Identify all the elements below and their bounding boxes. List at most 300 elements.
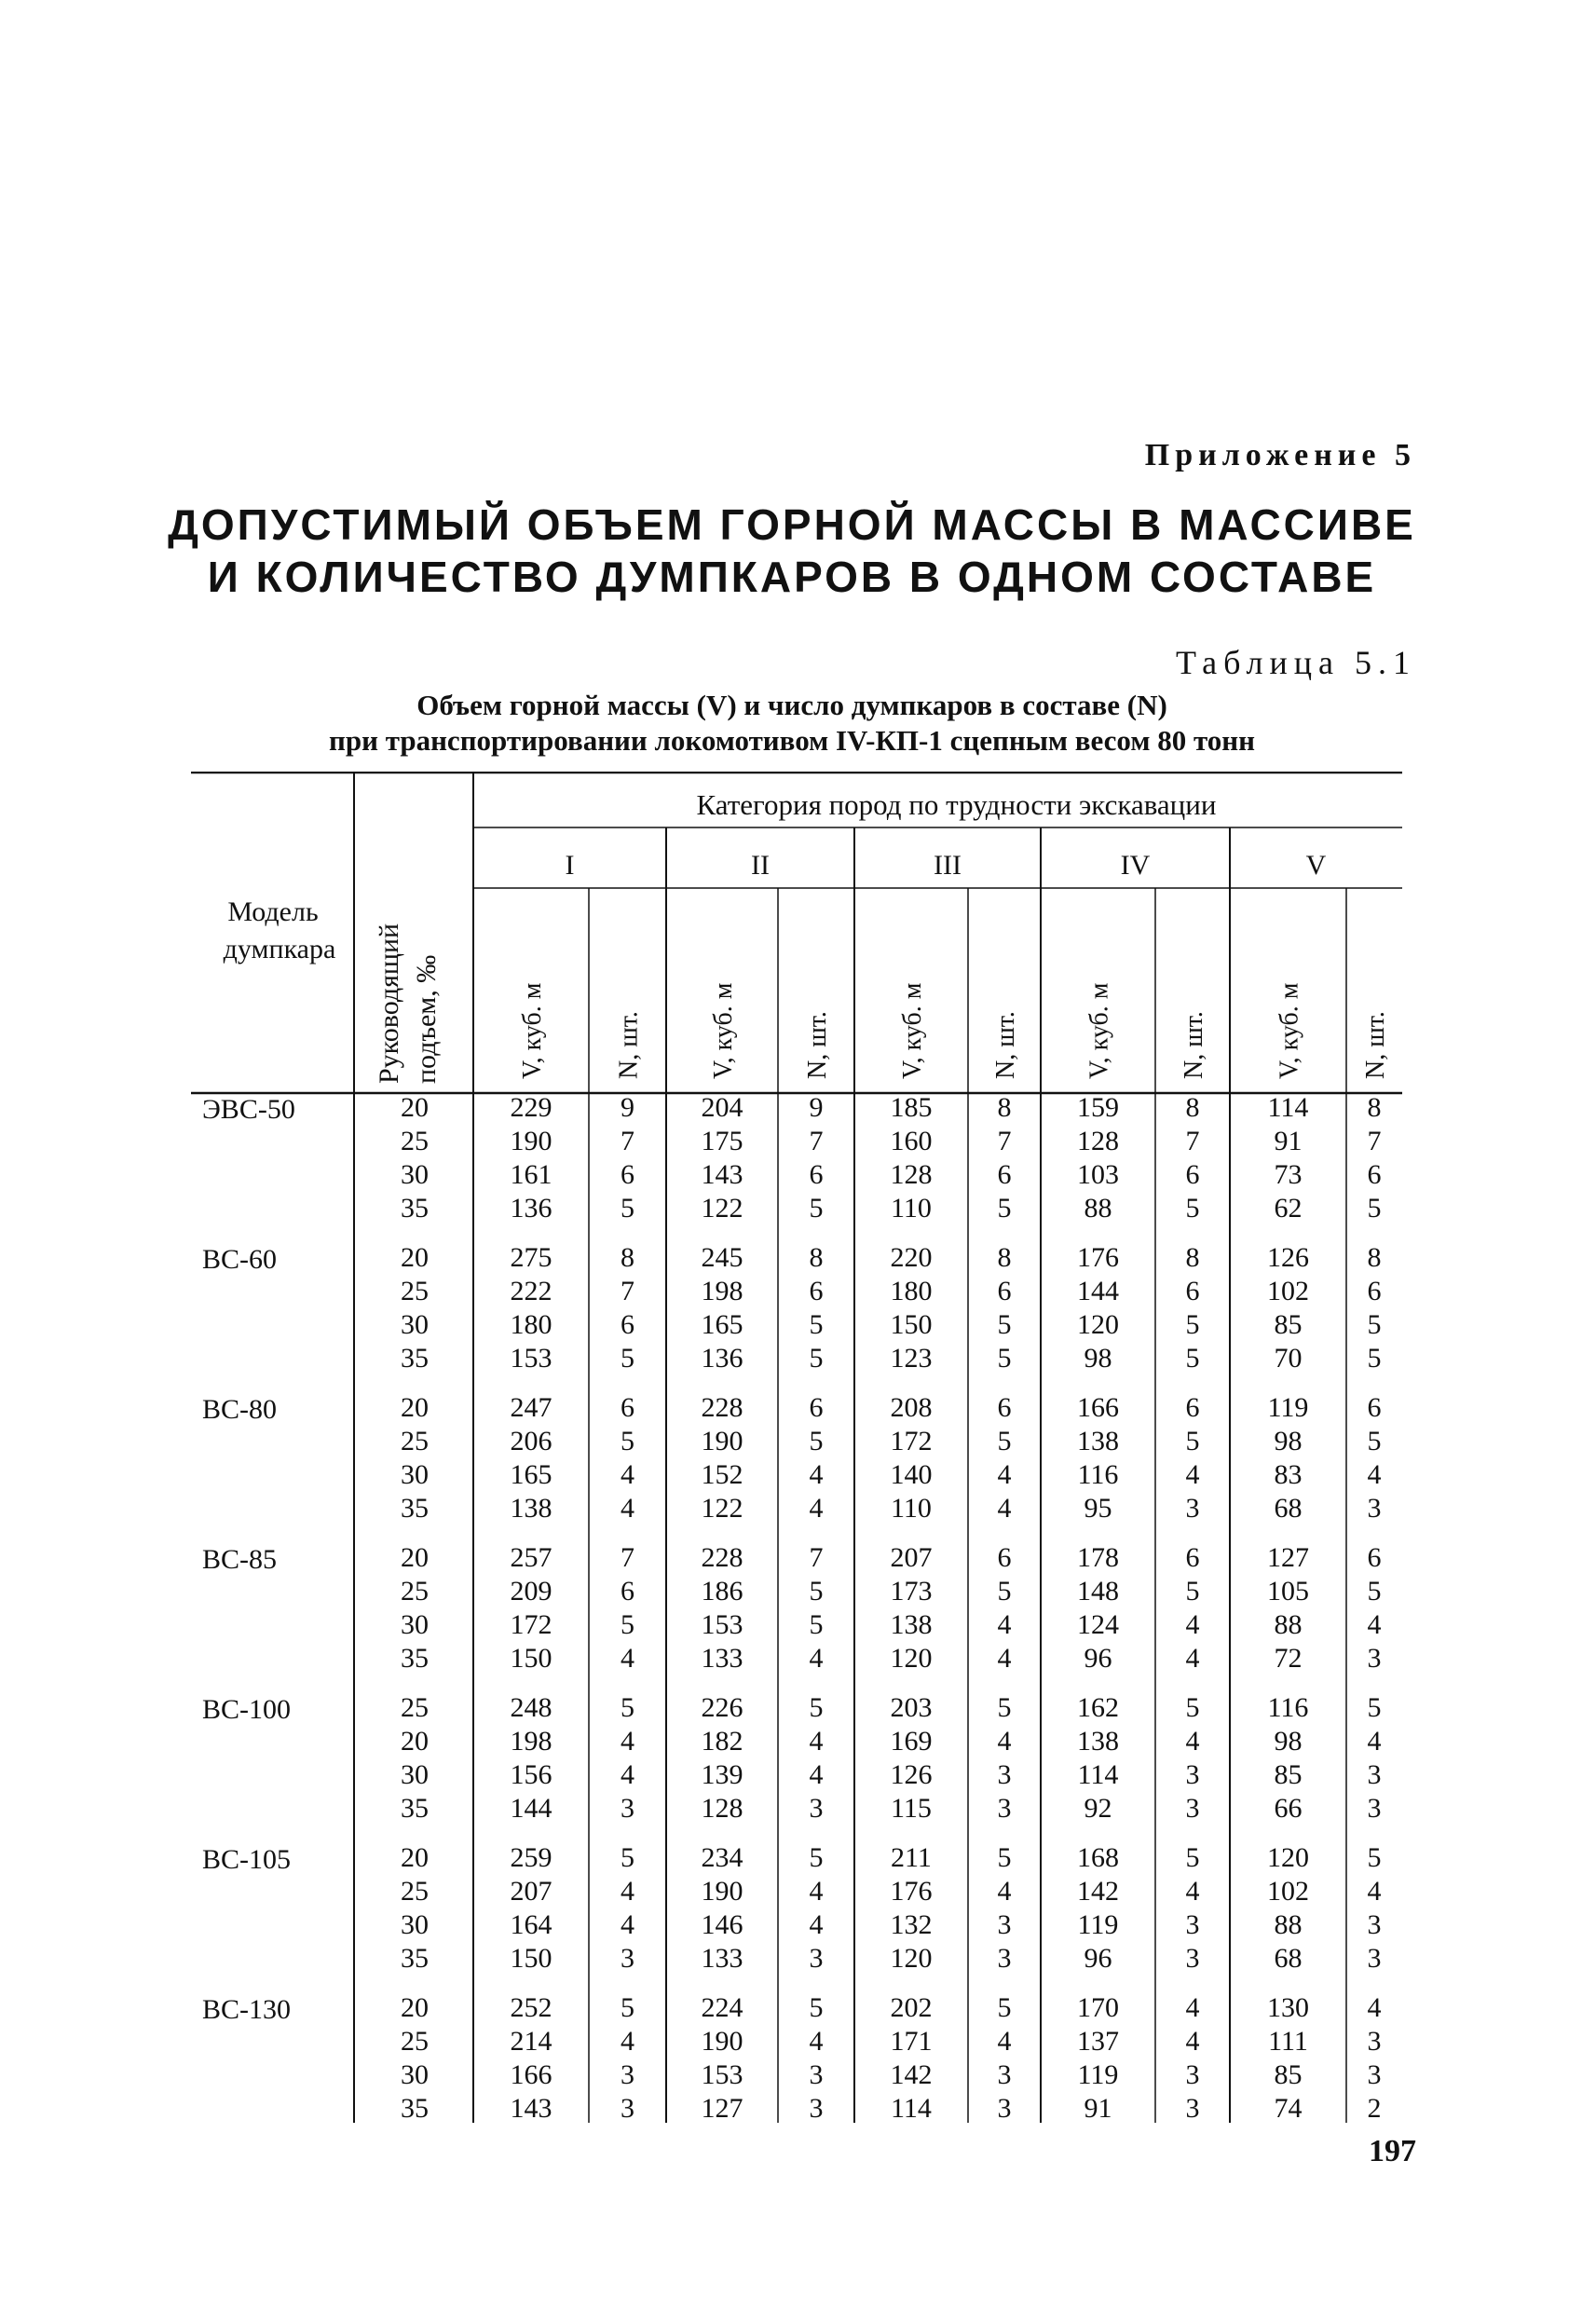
n-value-cell: 4 <box>621 1876 634 1907</box>
n-column-header-3: N, шт. <box>991 1011 1020 1079</box>
title-line-2: И КОЛИЧЕСТВО ДУМПКАРОВ В ОДНОМ СОСТАВЕ <box>207 553 1377 601</box>
v-column-header-1: V, куб. м <box>518 982 547 1079</box>
v-value-cell: 160 <box>890 1126 933 1156</box>
category-label-2: II <box>751 850 770 881</box>
grade-cell: 30 <box>401 1909 429 1940</box>
n-value-cell: 4 <box>621 2026 634 2057</box>
v-value-cell: 122 <box>701 1193 743 1224</box>
n-value-cell: 3 <box>1185 2059 1200 2090</box>
grade-cell: 35 <box>401 1643 429 1674</box>
v-value-cell: 172 <box>890 1426 933 1456</box>
category-label-5: V <box>1305 850 1327 881</box>
v-value-cell: 132 <box>890 1909 933 1940</box>
v-value-cell: 68 <box>1274 1943 1303 1974</box>
grade-cell: 20 <box>401 1392 429 1423</box>
n-value-cell: 4 <box>809 1643 824 1674</box>
n-value-cell: 3 <box>1367 1759 1382 1790</box>
n-value-cell: 4 <box>1367 1876 1382 1907</box>
v-value-cell: 252 <box>510 1992 552 2023</box>
n-value-cell: 6 <box>997 1392 1012 1423</box>
v-value-cell: 180 <box>510 1309 552 1340</box>
v-value-cell: 98 <box>1274 1426 1303 1456</box>
n-value-cell: 4 <box>621 1726 634 1757</box>
n-value-cell: 5 <box>1367 1576 1382 1607</box>
v-column-header-2: V, куб. м <box>709 982 738 1079</box>
grade-cell: 30 <box>401 1609 429 1640</box>
v-value-cell: 228 <box>701 1392 743 1423</box>
n-value-cell: 8 <box>809 1242 824 1273</box>
n-value-cell: 5 <box>1185 1842 1200 1873</box>
n-value-cell: 3 <box>997 1943 1012 1974</box>
v-value-cell: 165 <box>701 1309 743 1340</box>
n-value-cell: 4 <box>1185 1643 1200 1674</box>
n-value-cell: 3 <box>997 2059 1012 2090</box>
n-value-cell: 5 <box>1367 1309 1382 1340</box>
n-value-cell: 6 <box>1185 1159 1200 1190</box>
v-value-cell: 190 <box>701 1426 743 1456</box>
v-value-cell: 153 <box>510 1343 552 1374</box>
n-value-cell: 4 <box>1367 1726 1382 1757</box>
n-value-cell: 5 <box>1185 1193 1200 1224</box>
category-label-1: I <box>565 850 575 881</box>
header-category: Категория пород по трудности экскавации <box>696 788 1217 821</box>
grade-cell: 30 <box>401 1309 429 1340</box>
n-value-cell: 4 <box>809 2026 824 2057</box>
data-table <box>191 772 1402 2123</box>
v-value-cell: 85 <box>1274 1309 1303 1340</box>
n-value-cell: 5 <box>621 1992 634 2023</box>
v-value-cell: 173 <box>890 1576 933 1607</box>
v-value-cell: 148 <box>1077 1576 1119 1607</box>
n-value-cell: 6 <box>621 1576 634 1607</box>
v-value-cell: 88 <box>1084 1193 1112 1224</box>
n-column-header-5: N, шт. <box>1361 1011 1390 1079</box>
v-value-cell: 245 <box>701 1242 743 1273</box>
n-value-cell: 3 <box>1367 1943 1382 1974</box>
n-value-cell: 5 <box>621 1842 634 1873</box>
n-value-cell: 8 <box>1367 1242 1382 1273</box>
v-value-cell: 138 <box>510 1493 552 1524</box>
v-value-cell: 229 <box>510 1092 552 1123</box>
n-value-cell: 5 <box>809 1426 824 1456</box>
n-value-cell: 4 <box>997 1493 1012 1524</box>
v-value-cell: 115 <box>891 1793 932 1824</box>
v-value-cell: 119 <box>1267 1392 1309 1423</box>
grade-cell: 25 <box>401 1692 429 1723</box>
n-value-cell: 3 <box>621 2059 634 2090</box>
n-column-header-1: N, шт. <box>614 1011 644 1079</box>
grade-cell: 20 <box>401 1542 429 1573</box>
n-value-cell: 3 <box>809 2093 824 2123</box>
grade-cell: 30 <box>401 1459 429 1490</box>
n-value-cell: 6 <box>1367 1159 1382 1190</box>
n-value-cell: 3 <box>1185 1759 1200 1790</box>
n-value-cell: 5 <box>1367 1426 1382 1456</box>
n-value-cell: 6 <box>997 1276 1012 1306</box>
v-value-cell: 68 <box>1274 1493 1303 1524</box>
v-value-cell: 127 <box>701 2093 743 2123</box>
n-value-cell: 5 <box>1367 1842 1382 1873</box>
v-value-cell: 70 <box>1274 1343 1303 1374</box>
v-value-cell: 186 <box>701 1576 743 1607</box>
n-value-cell: 3 <box>997 2093 1012 2123</box>
n-value-cell: 7 <box>621 1126 634 1156</box>
v-value-cell: 73 <box>1274 1159 1303 1190</box>
v-value-cell: 161 <box>510 1159 552 1190</box>
v-value-cell: 198 <box>701 1276 743 1306</box>
grade-cell: 20 <box>401 1992 429 2023</box>
model-name: ВС-85 <box>202 1544 278 1575</box>
n-value-cell: 7 <box>809 1126 824 1156</box>
v-value-cell: 133 <box>701 1643 743 1674</box>
v-value-cell: 153 <box>701 2059 743 2090</box>
v-value-cell: 98 <box>1084 1343 1112 1374</box>
v-value-cell: 214 <box>510 2026 552 2057</box>
v-value-cell: 169 <box>890 1726 933 1757</box>
v-value-cell: 176 <box>1077 1242 1119 1273</box>
n-value-cell: 6 <box>1185 1392 1200 1423</box>
v-value-cell: 62 <box>1274 1193 1303 1224</box>
v-value-cell: 143 <box>510 2093 552 2123</box>
category-label-3: III <box>934 850 962 881</box>
v-value-cell: 153 <box>701 1609 743 1640</box>
v-value-cell: 102 <box>1267 1876 1309 1907</box>
n-value-cell: 4 <box>1185 1609 1200 1640</box>
n-value-cell: 5 <box>1367 1343 1382 1374</box>
v-value-cell: 228 <box>701 1542 743 1573</box>
n-value-cell: 5 <box>809 1609 824 1640</box>
n-value-cell: 5 <box>621 1692 634 1723</box>
v-value-cell: 190 <box>701 2026 743 2057</box>
v-value-cell: 95 <box>1084 1493 1112 1524</box>
n-value-cell: 5 <box>997 1692 1012 1723</box>
v-value-cell: 171 <box>890 2026 933 2057</box>
n-value-cell: 3 <box>1185 1493 1200 1524</box>
n-value-cell: 9 <box>621 1092 634 1123</box>
n-value-cell: 3 <box>997 1909 1012 1940</box>
v-value-cell: 207 <box>510 1876 552 1907</box>
n-value-cell: 3 <box>1367 2059 1382 2090</box>
v-value-cell: 150 <box>890 1309 933 1340</box>
v-value-cell: 166 <box>1077 1392 1119 1423</box>
n-value-cell: 4 <box>809 1459 824 1490</box>
n-value-cell: 5 <box>621 1193 634 1224</box>
v-value-cell: 259 <box>510 1842 552 1873</box>
n-value-cell: 4 <box>1367 1609 1382 1640</box>
n-value-cell: 9 <box>809 1092 824 1123</box>
v-value-cell: 247 <box>510 1392 552 1423</box>
model-name: ВС-105 <box>202 1844 292 1875</box>
v-value-cell: 185 <box>890 1092 933 1123</box>
caption-line-2: при транспортировании локомотивом IV-КП-1 сцепным весом 80 тонн <box>329 724 1255 757</box>
n-value-cell: 8 <box>1367 1092 1382 1123</box>
v-value-cell: 190 <box>510 1126 552 1156</box>
v-value-cell: 142 <box>1077 1876 1119 1907</box>
v-value-cell: 150 <box>510 1943 552 1974</box>
v-value-cell: 119 <box>1077 1909 1119 1940</box>
n-value-cell: 4 <box>997 1726 1012 1757</box>
n-value-cell: 3 <box>1367 1793 1382 1824</box>
v-value-cell: 206 <box>510 1426 552 1456</box>
v-value-cell: 178 <box>1077 1542 1119 1573</box>
n-value-cell: 6 <box>809 1159 824 1190</box>
v-value-cell: 168 <box>1077 1842 1119 1873</box>
v-value-cell: 144 <box>1077 1276 1119 1306</box>
header-model-line-1: Модель <box>227 896 319 927</box>
v-value-cell: 96 <box>1084 1643 1112 1674</box>
page-number: 197 <box>1369 2134 1416 2168</box>
header-grade-line-2: подъем, ‰ <box>411 954 442 1084</box>
n-value-cell: 3 <box>621 2093 634 2123</box>
n-value-cell: 3 <box>1185 2093 1200 2123</box>
v-value-cell: 120 <box>1077 1309 1119 1340</box>
v-value-cell: 128 <box>701 1793 743 1824</box>
grade-cell: 35 <box>401 2093 429 2123</box>
n-value-cell: 5 <box>997 1992 1012 2023</box>
n-value-cell: 3 <box>997 1759 1012 1790</box>
v-value-cell: 180 <box>890 1276 933 1306</box>
v-value-cell: 164 <box>510 1909 552 1940</box>
grade-cell: 25 <box>401 1426 429 1456</box>
n-value-cell: 4 <box>997 1609 1012 1640</box>
v-value-cell: 156 <box>510 1759 552 1790</box>
n-value-cell: 8 <box>1185 1092 1200 1123</box>
n-value-cell: 4 <box>621 1459 634 1490</box>
n-value-cell: 4 <box>1367 1992 1382 2023</box>
n-value-cell: 5 <box>1185 1309 1200 1340</box>
v-value-cell: 140 <box>890 1459 933 1490</box>
grade-cell: 35 <box>401 1793 429 1824</box>
grade-cell: 25 <box>401 1876 429 1907</box>
v-value-cell: 146 <box>701 1909 743 1940</box>
n-value-cell: 5 <box>997 1343 1012 1374</box>
n-value-cell: 6 <box>621 1392 634 1423</box>
v-value-cell: 114 <box>891 2093 932 2123</box>
v-value-cell: 119 <box>1077 2059 1119 2090</box>
v-value-cell: 103 <box>1077 1159 1119 1190</box>
v-value-cell: 66 <box>1274 1793 1303 1824</box>
v-value-cell: 123 <box>890 1343 933 1374</box>
v-column-header-5: V, куб. м <box>1275 982 1304 1079</box>
model-name: ВС-130 <box>202 1994 292 2025</box>
n-value-cell: 2 <box>1367 2093 1382 2123</box>
v-value-cell: 175 <box>701 1126 743 1156</box>
v-value-cell: 83 <box>1274 1459 1303 1490</box>
v-value-cell: 127 <box>1267 1542 1309 1573</box>
v-value-cell: 138 <box>1077 1726 1119 1757</box>
n-value-cell: 5 <box>997 1193 1012 1224</box>
n-value-cell: 7 <box>621 1276 634 1306</box>
n-value-cell: 3 <box>621 1943 634 1974</box>
grade-cell: 20 <box>401 1842 429 1873</box>
n-value-cell: 5 <box>809 1692 824 1723</box>
v-value-cell: 111 <box>1268 2026 1308 2057</box>
n-value-cell: 5 <box>997 1426 1012 1456</box>
v-column-header-4: V, куб. м <box>1084 982 1114 1079</box>
n-column-header-4: N, шт. <box>1180 1011 1208 1079</box>
n-value-cell: 4 <box>621 1643 634 1674</box>
v-value-cell: 91 <box>1084 2093 1112 2123</box>
n-value-cell: 5 <box>1185 1692 1200 1723</box>
v-value-cell: 85 <box>1274 2059 1303 2090</box>
n-value-cell: 4 <box>809 1493 824 1524</box>
v-value-cell: 124 <box>1077 1609 1119 1640</box>
n-value-cell: 4 <box>621 1493 634 1524</box>
v-value-cell: 139 <box>701 1759 743 1790</box>
v-value-cell: 234 <box>701 1842 743 1873</box>
n-value-cell: 6 <box>1185 1542 1200 1573</box>
n-value-cell: 6 <box>809 1392 824 1423</box>
n-value-cell: 3 <box>1367 1643 1382 1674</box>
n-value-cell: 3 <box>1185 1943 1200 1974</box>
v-value-cell: 211 <box>891 1842 932 1873</box>
n-value-cell: 4 <box>997 2026 1012 2057</box>
n-value-cell: 4 <box>1185 1459 1200 1490</box>
v-value-cell: 142 <box>890 2059 933 2090</box>
header-grade-line-1: Руководящий <box>374 923 404 1084</box>
v-value-cell: 136 <box>510 1193 552 1224</box>
n-value-cell: 4 <box>1185 1992 1200 2023</box>
v-value-cell: 198 <box>510 1726 552 1757</box>
n-value-cell: 5 <box>809 1842 824 1873</box>
v-value-cell: 98 <box>1274 1726 1303 1757</box>
n-value-cell: 4 <box>621 1909 634 1940</box>
n-value-cell: 4 <box>1185 1726 1200 1757</box>
n-value-cell: 8 <box>1185 1242 1200 1273</box>
v-value-cell: 170 <box>1077 1992 1119 2023</box>
n-value-cell: 5 <box>1185 1343 1200 1374</box>
n-value-cell: 5 <box>809 1343 824 1374</box>
v-value-cell: 130 <box>1267 1992 1309 2023</box>
n-value-cell: 5 <box>621 1609 634 1640</box>
title-line-1: ДОПУСТИМЫЙ ОБЪЕМ ГОРНОЙ МАССЫ В МАССИВЕ <box>168 500 1416 549</box>
v-value-cell: 190 <box>701 1876 743 1907</box>
n-value-cell: 5 <box>997 1576 1012 1607</box>
n-value-cell: 3 <box>1185 1909 1200 1940</box>
v-value-cell: 133 <box>701 1943 743 1974</box>
v-value-cell: 143 <box>701 1159 743 1190</box>
v-value-cell: 120 <box>890 1943 933 1974</box>
v-value-cell: 85 <box>1274 1759 1303 1790</box>
n-value-cell: 5 <box>1185 1426 1200 1456</box>
n-value-cell: 4 <box>997 1643 1012 1674</box>
grade-cell: 20 <box>401 1092 429 1123</box>
n-value-cell: 5 <box>621 1343 634 1374</box>
v-value-cell: 138 <box>1077 1426 1119 1456</box>
n-value-cell: 5 <box>997 1309 1012 1340</box>
n-value-cell: 6 <box>997 1159 1012 1190</box>
n-column-header-2: N, шт. <box>803 1011 832 1079</box>
n-value-cell: 8 <box>997 1092 1012 1123</box>
n-value-cell: 6 <box>1367 1542 1382 1573</box>
n-value-cell: 6 <box>997 1542 1012 1573</box>
n-value-cell: 7 <box>621 1542 634 1573</box>
grade-cell: 20 <box>401 1242 429 1273</box>
grade-cell: 20 <box>401 1726 429 1757</box>
n-value-cell: 4 <box>621 1759 634 1790</box>
caption-line-1: Объем горной массы (V) и число думпкаров в составе (N) <box>416 689 1167 721</box>
v-value-cell: 126 <box>890 1759 933 1790</box>
v-value-cell: 116 <box>1077 1459 1119 1490</box>
n-value-cell: 7 <box>1185 1126 1200 1156</box>
n-value-cell: 6 <box>1367 1392 1382 1423</box>
n-value-cell: 3 <box>809 1943 824 1974</box>
n-value-cell: 8 <box>621 1242 634 1273</box>
v-value-cell: 110 <box>891 1193 932 1224</box>
v-value-cell: 222 <box>510 1276 552 1306</box>
n-value-cell: 3 <box>809 2059 824 2090</box>
v-value-cell: 92 <box>1084 1793 1112 1824</box>
n-value-cell: 8 <box>997 1242 1012 1273</box>
v-value-cell: 248 <box>510 1692 552 1723</box>
v-value-cell: 116 <box>1267 1692 1309 1723</box>
v-value-cell: 137 <box>1077 2026 1119 2057</box>
v-value-cell: 128 <box>890 1159 933 1190</box>
v-value-cell: 207 <box>890 1542 933 1573</box>
n-value-cell: 3 <box>1367 2026 1382 2057</box>
model-name: ВС-80 <box>202 1394 278 1425</box>
v-value-cell: 166 <box>510 2059 552 2090</box>
n-value-cell: 4 <box>809 1759 824 1790</box>
grade-cell: 25 <box>401 1576 429 1607</box>
n-value-cell: 7 <box>809 1542 824 1573</box>
category-label-4: IV <box>1120 850 1151 881</box>
n-value-cell: 5 <box>809 1576 824 1607</box>
grade-cell: 30 <box>401 1159 429 1190</box>
v-value-cell: 126 <box>1267 1242 1309 1273</box>
v-value-cell: 88 <box>1274 1609 1303 1640</box>
n-value-cell: 4 <box>1185 2026 1200 2057</box>
v-value-cell: 88 <box>1274 1909 1303 1940</box>
n-value-cell: 4 <box>997 1459 1012 1490</box>
n-value-cell: 5 <box>809 1193 824 1224</box>
n-value-cell: 4 <box>1367 1459 1382 1490</box>
n-value-cell: 5 <box>1367 1193 1382 1224</box>
model-name: ЭВС-50 <box>202 1094 295 1125</box>
header-model-line-2: думпкара <box>223 934 336 964</box>
v-value-cell: 162 <box>1077 1692 1119 1723</box>
n-value-cell: 3 <box>621 1793 634 1824</box>
v-value-cell: 182 <box>701 1726 743 1757</box>
v-value-cell: 74 <box>1274 2093 1303 2123</box>
n-value-cell: 5 <box>997 1842 1012 1873</box>
v-value-cell: 120 <box>890 1643 933 1674</box>
v-value-cell: 102 <box>1267 1276 1309 1306</box>
v-value-cell: 136 <box>701 1343 743 1374</box>
v-value-cell: 159 <box>1077 1092 1119 1123</box>
v-value-cell: 220 <box>890 1242 933 1273</box>
v-value-cell: 114 <box>1077 1759 1119 1790</box>
v-value-cell: 72 <box>1274 1643 1303 1674</box>
grade-cell: 30 <box>401 2059 429 2090</box>
n-value-cell: 6 <box>1367 1276 1382 1306</box>
n-value-cell: 4 <box>1185 1876 1200 1907</box>
n-value-cell: 7 <box>997 1126 1012 1156</box>
table-number: Таблица 5.1 <box>1176 644 1416 681</box>
v-value-cell: 172 <box>510 1609 552 1640</box>
n-value-cell: 3 <box>809 1793 824 1824</box>
v-value-cell: 209 <box>510 1576 552 1607</box>
v-value-cell: 96 <box>1084 1943 1112 1974</box>
n-value-cell: 5 <box>809 1309 824 1340</box>
v-value-cell: 144 <box>510 1793 552 1824</box>
grade-cell: 30 <box>401 1759 429 1790</box>
table-caption <box>168 688 1416 759</box>
n-value-cell: 5 <box>1367 1692 1382 1723</box>
v-value-cell: 226 <box>701 1692 743 1723</box>
n-value-cell: 4 <box>809 1726 824 1757</box>
grade-cell: 25 <box>401 1126 429 1156</box>
